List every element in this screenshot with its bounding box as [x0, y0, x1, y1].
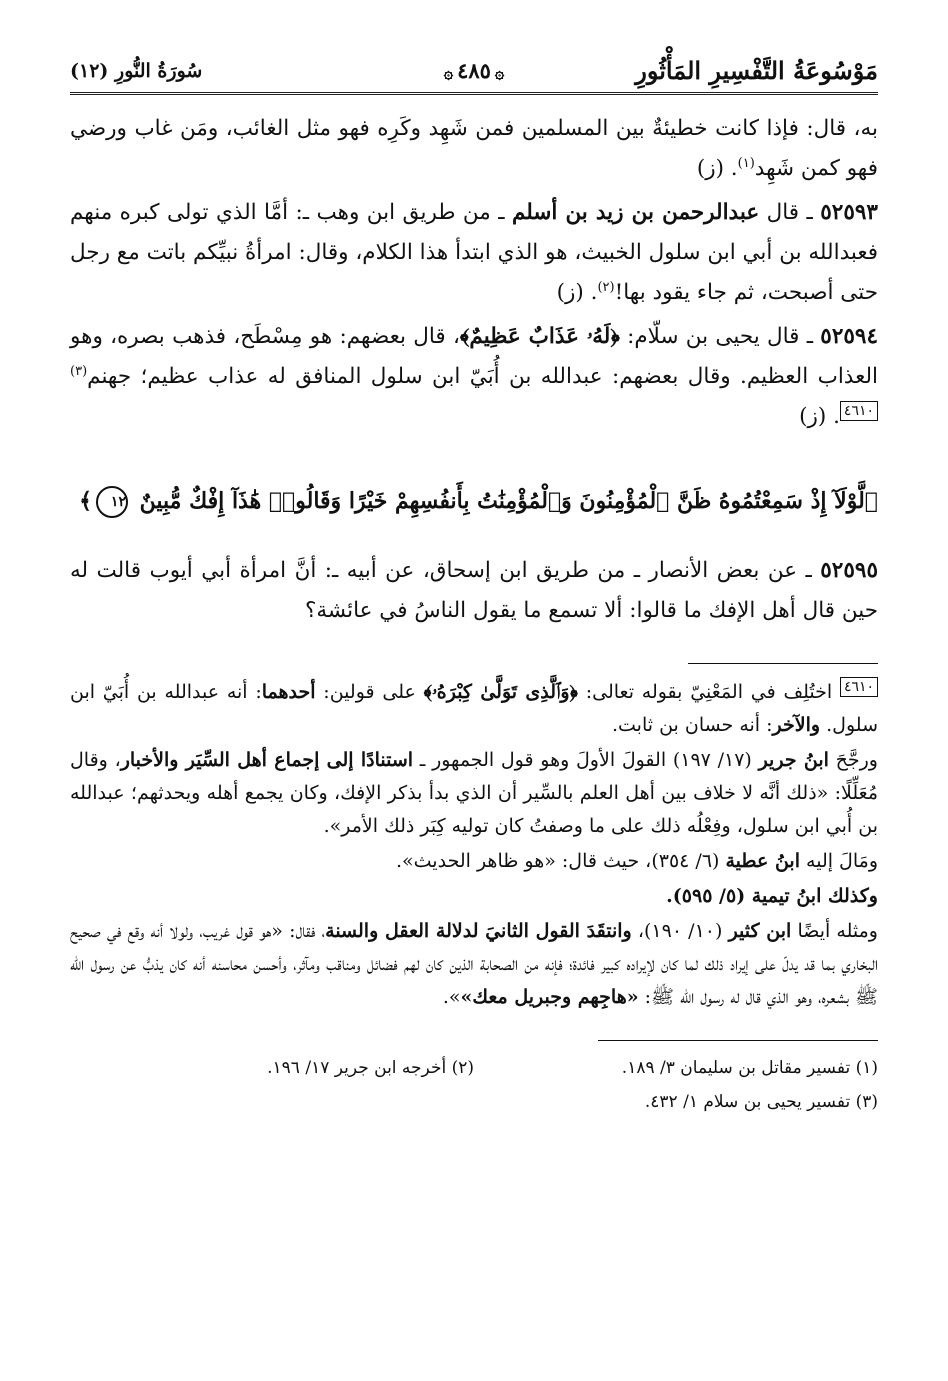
- narration-52594: ٥٢٥٩٤ ـ قال يحيى بن سلّام: ﴿لَهُۥ عَذَابٌ عَظِيمٌ﴾، قال بعضهم: هو مِسْطَح، فذهب بصره، وهو العذاب العظيم. وقال بعضهم: عبدالله بن أُبَيّ ابن سلول المنافق له عذاب عظيم؛ جهنم$^{(٣)}$٤٦١٠. (ز): [70, 324, 879, 429]
- footnotes: [70, 1051, 878, 1119]
- narration-number: ٥٢٥٩٤: [820, 324, 879, 349]
- main-text: [70, 109, 878, 631]
- commentary-divider: [688, 663, 878, 664]
- narrator-name: عبدالرحمن بن زيد بن أسلم: [511, 200, 760, 225]
- footnotes-divider: [598, 1040, 878, 1041]
- narration-number: ٥٢٥٩٥: [820, 558, 878, 583]
- narration-52595: ٥٢٥٩٥ ـ عن بعض الأنصار ـ من طريق ابن إسحاق، عن أبيه ـ: أنَّ امرأة أبي أيوب قالت له حين قال أهل الإفك ما قالوا: ألا تسمع ما يقول الناسُ في عائشة؟: [70, 558, 878, 623]
- commentary-para: ٤٦١٠ اختُلِف في المَعْنِيّ بقوله تعالى: ﴿وَٱلَّذِى تَوَلَّىٰ كِبْرَهُۥ﴾ على قولين: أحدهما: أنه عبدالله بن أُبَيّ ابن سلول. والآخر: أنه حسان بن ثابت.: [70, 678, 878, 736]
- commentary-para: ومَالَ إليه ابنُ عطية (٦/ ٣٥٤)، حيث قال: «هو ظاهر الحديث».: [395, 850, 878, 872]
- ayah-number: ١٢: [96, 486, 128, 518]
- commentary-para: ومثله أيضًا ابن كثير (١٠/ ١٩٠)، وانتقَدَ القول الثانيَ لدلالة العقل والسنة، فقال: «هو قول غريب، ولولا أنه وقع في صحيح البخاري بما قد يدلّ على إيراد ذلك لما كان لإيراده كبير فائدة؛ فإنه من الصحابة الذين كان لهم فضائل ومناقب ومآثر، وأحسن محاسنه أنه كان يذبُّ عن رسول الله ﷺ بشعره، وهو الذي قال له رسول الله ﷺ: «هاجِهم وجبريل معك»».: [70, 920, 878, 1008]
- quran-verse: ﴿لَّوْلَآ إِذْ سَمِعْتُمُوهُ ظَنَّ ٱلْمُؤْمِنُونَ وَٱلْمُؤْمِنَٰتُ بِأَنفُسِهِمْ خَيْرًا وَقَالُوا۟ هَٰذَآ إِفْكٌ مُّبِينٌ ١٢﴾: [70, 481, 878, 521]
- paragraph-continuation: به، قال: فإذا كانت خطيئةٌ بين المسلمين فمن شَهِد وكَرِه فهو مثل الغائب، ومَن غاب ورضي فهو كمن شَهِد$^{(١)}$. (ز): [70, 116, 878, 181]
- footnote-ref: (٢): [597, 279, 615, 295]
- page-number: ٤٨٥: [457, 58, 491, 83]
- footnote-ref: (٣): [70, 363, 88, 379]
- footnote-2: (٢) أخرجه ابن جرير ١٧/ ١٩٦.: [267, 1058, 474, 1078]
- book-title: مَوْسُوعَةُ التَّفْسِيرِ المَأْثُورِ: [635, 56, 878, 85]
- ornament-icon: ۞: [494, 63, 505, 82]
- commentary-ref-box: ٤٦١٠: [840, 401, 878, 421]
- narration-52593: ٥٢٥٩٣ ـ قال عبدالرحمن بن زيد بن أسلم ـ من طريق ابن وهب ـ: أمَّا الذي تولى كبره منهم فعبدالله بن أبي ابن سلول الخبيث، هو الذي ابتدأ هذا الكلام، وقال: امرأةُ نبيِّكم باتت مع رجل حتى أصبحت، ثم جاء يقود بها!$^{(٢)}$. (ز): [70, 200, 878, 305]
- page-number-group: [440, 58, 509, 83]
- surah-title: سُورَةُ النُّورِ (١٢): [70, 60, 203, 82]
- commentary-para: ورجَّحَ ابنُ جرير (١٧/ ١٩٧) القولَ الأولَ وهو قول الجمهور ـ استنادًا إلى إجماع أهل السِّيَر والأخبار، وقال مُعَلِّلًا: «ذلك أنَّه لا خلاف بين أهل العلم بالسِّير أن الذي بدأ بذكر الإفك، وكان يجمع أهله ويحدثهم؛ عبدالله بن أُبي ابن سلول، وفِعْلُه ذلك على ما وصفتُ كان توليه كِبَر ذلك الأمر».: [70, 749, 878, 837]
- commentary-para: وكذلك ابنُ تيمية (٥/ ٥٩٥).: [666, 885, 878, 907]
- narration-number: ٥٢٥٩٣: [820, 200, 878, 225]
- footnote-ref: (١): [737, 155, 755, 171]
- footnote-1: (١) تفسير مقاتل بن سليمان ٣/ ١٨٩.: [621, 1058, 878, 1078]
- book-page: [70, 52, 878, 1119]
- commentary-block: [70, 676, 878, 1014]
- ornament-icon: ۞: [443, 63, 454, 82]
- quran-quote: ﴿لَهُۥ عَذَابٌ عَظِيمٌ﴾: [459, 324, 620, 349]
- footnote-3: (٣) تفسير يحيى بن سلام ١/ ٤٣٢.: [644, 1092, 878, 1112]
- page-header: [70, 52, 878, 95]
- commentary-number-box: ٤٦١٠: [840, 677, 878, 697]
